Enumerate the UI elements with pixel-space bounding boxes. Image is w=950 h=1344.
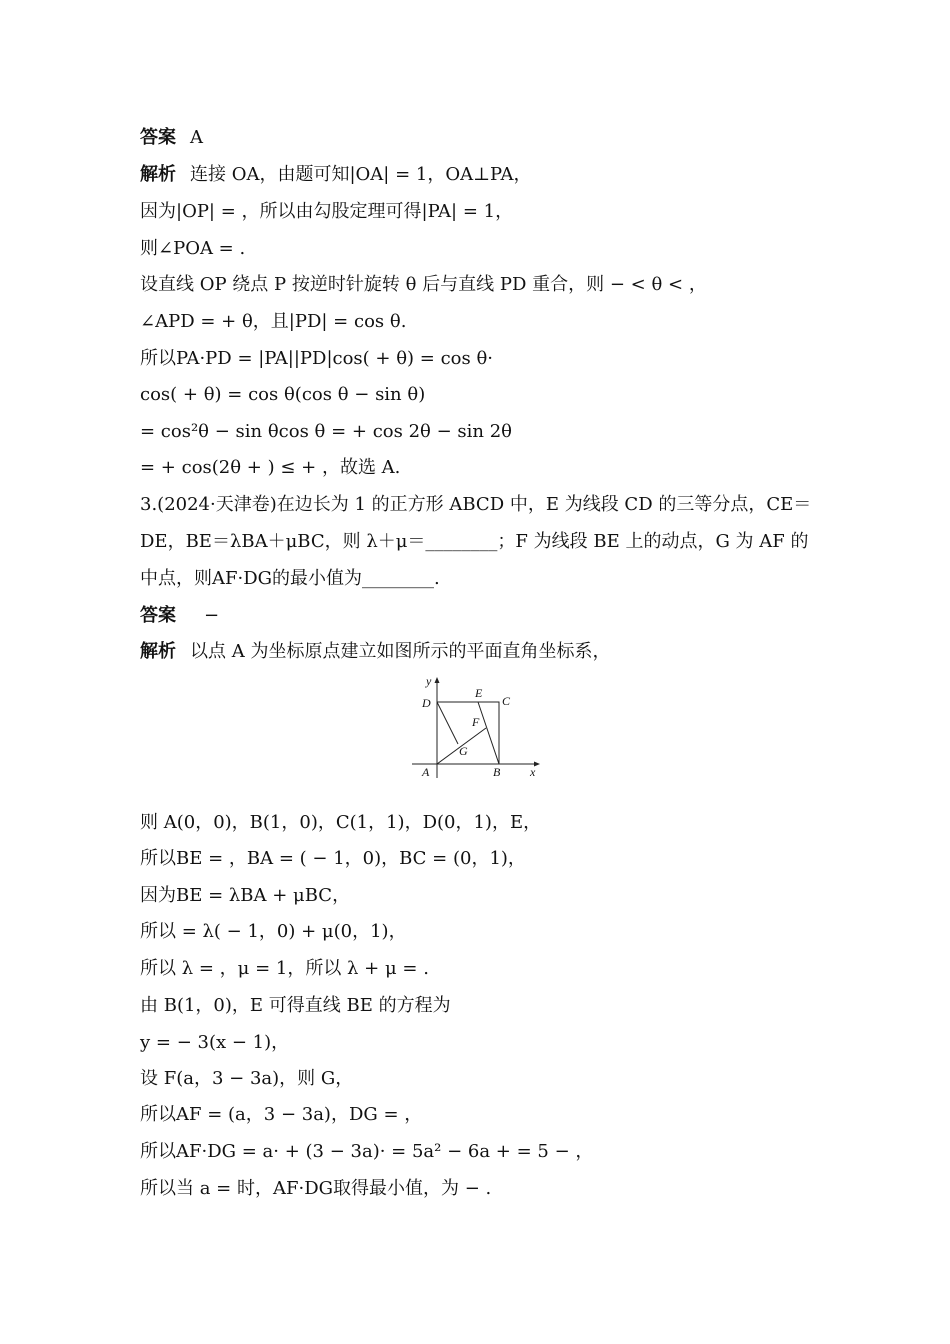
label-y: y [426, 674, 432, 688]
segment-dg [437, 702, 458, 744]
answer-label: 答案 [140, 605, 176, 626]
label-f: F [472, 715, 480, 729]
analysis-line: 则 A(0，0)，B(1，0)，C(1，1)，D(0，1)，E， [140, 812, 542, 833]
analysis-line: 设 F(a，3 − 3a)，则 G， [140, 1068, 354, 1089]
segment-be [478, 702, 499, 764]
problem-line: DE，BE＝λBA＋μBC，则 λ＋μ＝________；F 为线段 BE 上的动点，G 为 AF 的 [140, 531, 809, 552]
analysis-line: ∠APD = + θ，且|PD| = cos θ. [140, 311, 407, 332]
square-abcd [437, 702, 499, 764]
analysis-line: 所以 λ = ，μ = 1，所以 λ + μ = . [140, 958, 429, 979]
analysis-line: 所以AF = (a，3 − 3a)，DG = ， [140, 1104, 423, 1125]
answer-line-1 [140, 126, 203, 150]
analysis-line: 由 B(1，0)，E 可得直线 BE 的方程为 [140, 995, 451, 1016]
analysis-line: cos( + θ) = cos θ(cos θ − sin θ) [140, 384, 426, 405]
analysis-text: 连接 OA，由题可知|OA| = 1，OA⊥PA， [190, 164, 532, 185]
answer-value: A [190, 127, 203, 148]
analysis-line: 所以PA·PD = |PA||PD|cos( + θ) = cos θ· [140, 348, 494, 369]
problem-line: 中点，则AF·DG的最小值为________. [140, 568, 440, 589]
label-c: C [502, 694, 511, 708]
analysis-line: 所以 = λ( − 1，0) + μ(0，1)， [140, 921, 407, 942]
label-e: E [475, 686, 483, 700]
label-a: A [422, 765, 430, 779]
analysis-line: 则∠POA = . [140, 238, 246, 259]
analysis-line: 因为BE = λBA + μBC， [140, 885, 351, 906]
y-axis-arrow [435, 677, 440, 683]
analysis-label: 解析 [140, 164, 176, 185]
problem-line: 3.(2024·天津卷)在边长为 1 的正方形 ABCD 中，E 为线段 CD 的三等分点，CE＝ [140, 494, 812, 515]
answer-line-3 [140, 604, 219, 628]
answer-label: 答案 [140, 127, 176, 148]
analysis-line: 因为|OP| = ，所以由勾股定理可得|PA| = 1， [140, 201, 514, 222]
analysis-text: 以点 A 为坐标原点建立如图所示的平面直角坐标系， [190, 641, 611, 662]
answer-value: − [204, 605, 220, 626]
coordinate-figure [410, 672, 545, 784]
analysis-line: y = − 3(x − 1)， [140, 1032, 290, 1053]
analysis-line: = cos²θ − sin θcos θ = + cos 2θ − sin 2θ [140, 421, 513, 442]
analysis-label: 解析 [140, 641, 176, 662]
label-g: G [459, 744, 468, 758]
analysis-line: = + cos(2θ + ) ≤ + ，故选 A. [140, 457, 401, 478]
analysis-line: 所以当 a = 时，AF·DG取得最小值，为 − . [140, 1178, 492, 1199]
analysis-line: 所以BE = ，BA = ( − 1，0)，BC = (0，1)， [140, 848, 526, 869]
analysis-line [140, 640, 610, 664]
analysis-line [140, 163, 531, 187]
label-x: x [530, 765, 536, 779]
label-b: B [493, 765, 501, 779]
label-d: D [422, 696, 431, 710]
analysis-line: 设直线 OP 绕点 P 按逆时针旋转 θ 后与直线 PD 重合，则 − < θ < ， [140, 274, 707, 295]
analysis-line: 所以AF·DG = a· + (3 − 3a)· = 5a² − 6a + = 5 − ， [140, 1141, 594, 1162]
